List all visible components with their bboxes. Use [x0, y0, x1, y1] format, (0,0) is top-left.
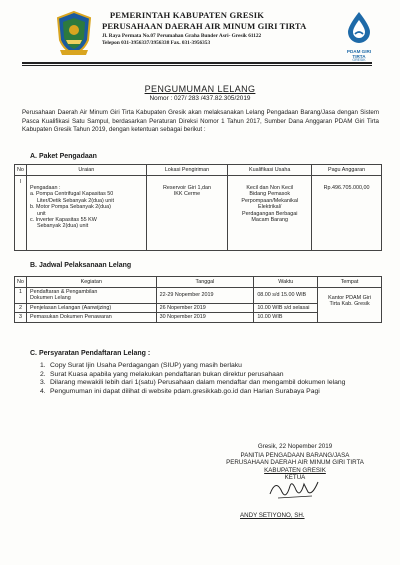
description-title: Pengadaan :: [29, 185, 61, 191]
pdam-logo-sub: GRESIK: [352, 58, 366, 63]
column-header: No: [15, 277, 27, 288]
column-header: Waktu: [254, 277, 318, 288]
place-line: Tirta Kab. Gresik: [329, 301, 370, 308]
signatory-line: PANITIA PENGADAAN BARANG/JASA: [240, 451, 350, 459]
letterhead-text: [102, 10, 332, 46]
intro-paragraph: Perusahaan Daerah Air Minum Giri Tirta Kabupaten Gresik akan melaksanakan Lelang Pengadaan Barang/Jasa dengan Sistem Pasca Kualifikasi Satu Sampul, berdasarkan Peraturan Direksi Nomor 1 Tahun 2017, Sumber Dana Anggaran PDAM Giri Tirta Kabupaten Gresik Tahun 2019, dengan ketentuan sebagai berikut :: [22, 109, 379, 134]
company-phone: Telepon 031-3956337/3956338 Fax. 031-3956353: [102, 40, 211, 46]
activity-place: [318, 288, 382, 323]
document-number: Nomor : 027/ 283 /437.82.305/2019: [149, 95, 251, 102]
schedule-table: [14, 276, 382, 323]
qualification-line: Perdagangan Berbagai: [241, 210, 298, 217]
column-header: Kegiatan: [26, 277, 156, 288]
list-item: [40, 362, 370, 371]
table-row: [15, 176, 382, 251]
activity: Pemasukan Dokumen Penawaran: [26, 313, 156, 322]
qualification-line: Kecil dan Non Kecil: [246, 185, 294, 191]
letterhead: [30, 8, 375, 63]
location-line: IKK Cerme: [173, 191, 201, 198]
signatory-line: KABUPATEN GRESIK: [264, 466, 326, 474]
column-header: Uraian: [26, 165, 146, 176]
table-header-row: [15, 277, 382, 288]
signatory-name: ANDY SETIYONO, SH.: [240, 512, 305, 519]
activity: [26, 288, 156, 304]
row-number: 1: [15, 288, 27, 304]
list-item: [40, 379, 370, 388]
description-line: unit: [36, 210, 46, 217]
place-line: Kantor PDAM Giri: [328, 295, 371, 301]
company-address: Jl. Raya Permata No.07 Perumahan Graha Bunder Asri- Gresik 61122: [102, 33, 262, 39]
item-number: 3.: [40, 379, 46, 387]
qualification-line: Elektrikal/: [258, 204, 282, 211]
budget-value: Rp.496.705.000,00: [323, 185, 370, 191]
requirements-list: [40, 362, 370, 396]
item-description: [26, 176, 146, 251]
activity-date: 26 Nopember 2019: [156, 304, 254, 313]
qualification-line: Perpompaan/Mekanikal: [241, 197, 299, 204]
government-name: PEMERINTAH KABUPATEN GRESIK: [109, 10, 265, 20]
row-number: 3: [15, 313, 27, 322]
letterhead-divider-thin: [22, 65, 372, 66]
item-text: Dilarang mewakili lebih dari 1(satu) Perusahaan dalam mendaftar dan mengambil dokumen lelang: [50, 379, 346, 387]
activity-date: 22-29 Nopember 2019: [156, 288, 254, 304]
signatory-line: PERUSAHAAN DAERAH AIR MINUM GIRI TIRTA: [226, 459, 364, 467]
item-number: 4.: [40, 387, 46, 395]
place-and-date: Gresik, 22 Nopember 2019: [257, 443, 333, 450]
activity-time: 08.00 s/d 15.00 WIB: [254, 288, 318, 304]
letterhead-divider: [22, 62, 372, 64]
description-line: c. Inverter Kapasitas 55 KW: [29, 217, 97, 224]
section-b-heading: B. Jadwal Pelaksanaan Lelang: [30, 262, 132, 269]
business-qualification: [228, 176, 312, 251]
section-c-heading: C. Persyaratan Pendaftaran Lelang :: [30, 350, 151, 357]
item-text: Copy Surat Ijin Usaha Perdagangan (SIUP) yang masih berlaku: [50, 362, 242, 369]
column-header: No: [15, 165, 27, 176]
description-line: a. Pompa Centrifugal Kapasitas 50: [29, 191, 114, 198]
description-line: Sebanyak 2(dua) unit: [36, 223, 89, 230]
activity-line: Dokumen Lelang: [29, 295, 71, 302]
budget-ceiling: [312, 176, 382, 251]
activity-time: 10.00 WIB: [254, 313, 318, 322]
activity-date: 30 Nopember 2019: [156, 313, 254, 322]
table-header-row: [15, 165, 382, 176]
procurement-package-table: [14, 164, 382, 251]
signatory-line: KETUA: [284, 474, 306, 482]
activity-line: Pendaftaran & Pengambilan: [29, 289, 98, 295]
column-header: Pagu Anggaran: [312, 165, 382, 176]
pdam-logo-label: PDAM GIRI TIRTA: [346, 49, 372, 59]
item-text: Pengumuman ini dapat dilihat di website pdam.gresikkab.go.id dan Harian Surabaya Pagi: [50, 387, 320, 395]
qualification-line: Bidang Pemasok: [249, 191, 291, 198]
column-header: Kualifikasi Usaha: [228, 165, 312, 176]
table-row: [15, 288, 382, 304]
handwritten-signature-icon: [264, 474, 324, 504]
delivery-location: [146, 176, 228, 251]
item-text: Surat Kuasa apabila yang melakukan pendaftaran bukan direktur perusahaan: [50, 370, 284, 378]
activity-time: 10.00 WIB s/d selasai: [254, 304, 318, 313]
water-drop-icon: [344, 10, 374, 44]
pdam-logo: [342, 10, 376, 63]
gresik-regency-emblem-icon: [54, 10, 94, 56]
column-header: Tempat: [318, 277, 382, 288]
row-number: I: [15, 176, 27, 251]
company-name: PERUSAHAAN DAERAH AIR MINUM GIRI TIRTA: [102, 21, 307, 31]
column-header: Tanggal: [156, 277, 254, 288]
row-number: 2: [15, 304, 27, 313]
section-a-heading: A. Paket Pengadaan: [30, 153, 97, 160]
activity: Penjelasan Lelangan (Aanwijzing): [26, 304, 156, 313]
list-item: [40, 371, 370, 380]
column-header: Lokasi Pengiriman: [146, 165, 228, 176]
document-title: PENGUMUMAN LELANG: [144, 84, 256, 94]
item-number: 2.: [40, 370, 46, 378]
location-line: Reservoir Giri 1,dan: [163, 185, 211, 191]
list-item: [40, 388, 370, 397]
qualification-line: Macam Barang: [251, 217, 288, 224]
description-line: b. Motor Pompa Sebanyak 2(dua): [29, 204, 111, 211]
description-line: Liter/Detik Sebanyak 2(dua) unit: [36, 197, 114, 204]
item-number: 1.: [40, 362, 46, 369]
